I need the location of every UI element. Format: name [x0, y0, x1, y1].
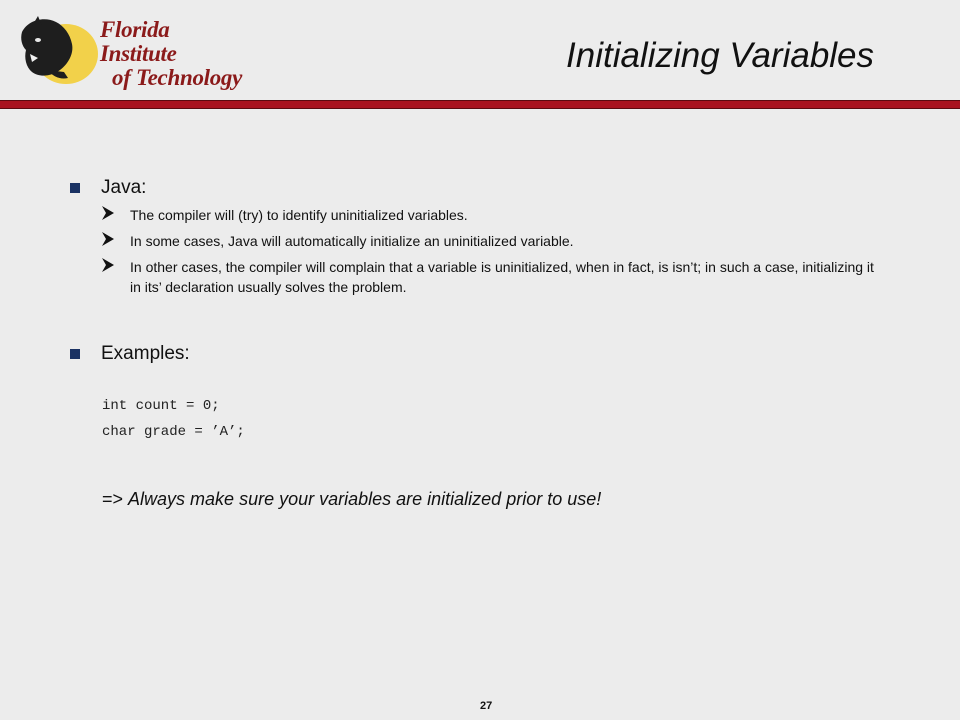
code-line: int count = 0; — [102, 398, 220, 414]
square-bullet-icon — [70, 183, 80, 193]
subitem-text: In some cases, Java will automatically initialize an uninitialized variable. — [130, 233, 574, 249]
code-line: char grade = ’A’; — [102, 424, 245, 440]
slide-title: Initializing Variables — [566, 36, 875, 75]
subitem-text: The compiler will (try) to identify uninitialized variables. — [130, 207, 468, 223]
page-number: 27 — [480, 700, 493, 712]
square-bullet-icon — [70, 349, 80, 359]
note-text: Always make sure your variables are initialized prior to use! — [128, 489, 602, 509]
arrow-bullet-icon — [102, 258, 114, 272]
subitem — [102, 231, 882, 251]
fit-logo — [18, 12, 250, 90]
subitem — [102, 257, 882, 297]
logo-wordmark — [100, 18, 250, 90]
subitem — [102, 205, 882, 225]
takeaway-note — [102, 489, 601, 510]
arrow-bullet-icon — [102, 232, 114, 246]
bullet-label: Examples: — [101, 343, 190, 364]
note-prefix: => — [102, 489, 129, 509]
subitem-text: In other cases, the compiler will complain that a variable is uninitialized, when in fact, is isn’t; in such a case, initializing it in its’ declaration usually solves the problem. — [130, 259, 874, 295]
logo-line1: Florida Institute — [100, 17, 177, 66]
bullet-java — [70, 177, 146, 199]
bullet-label: Java: — [101, 177, 147, 198]
bullet-examples — [70, 343, 190, 365]
header-divider — [0, 100, 960, 109]
arrow-bullet-icon — [102, 206, 114, 220]
logo-line2: of Technology — [112, 65, 243, 90]
panther-icon — [18, 12, 98, 86]
